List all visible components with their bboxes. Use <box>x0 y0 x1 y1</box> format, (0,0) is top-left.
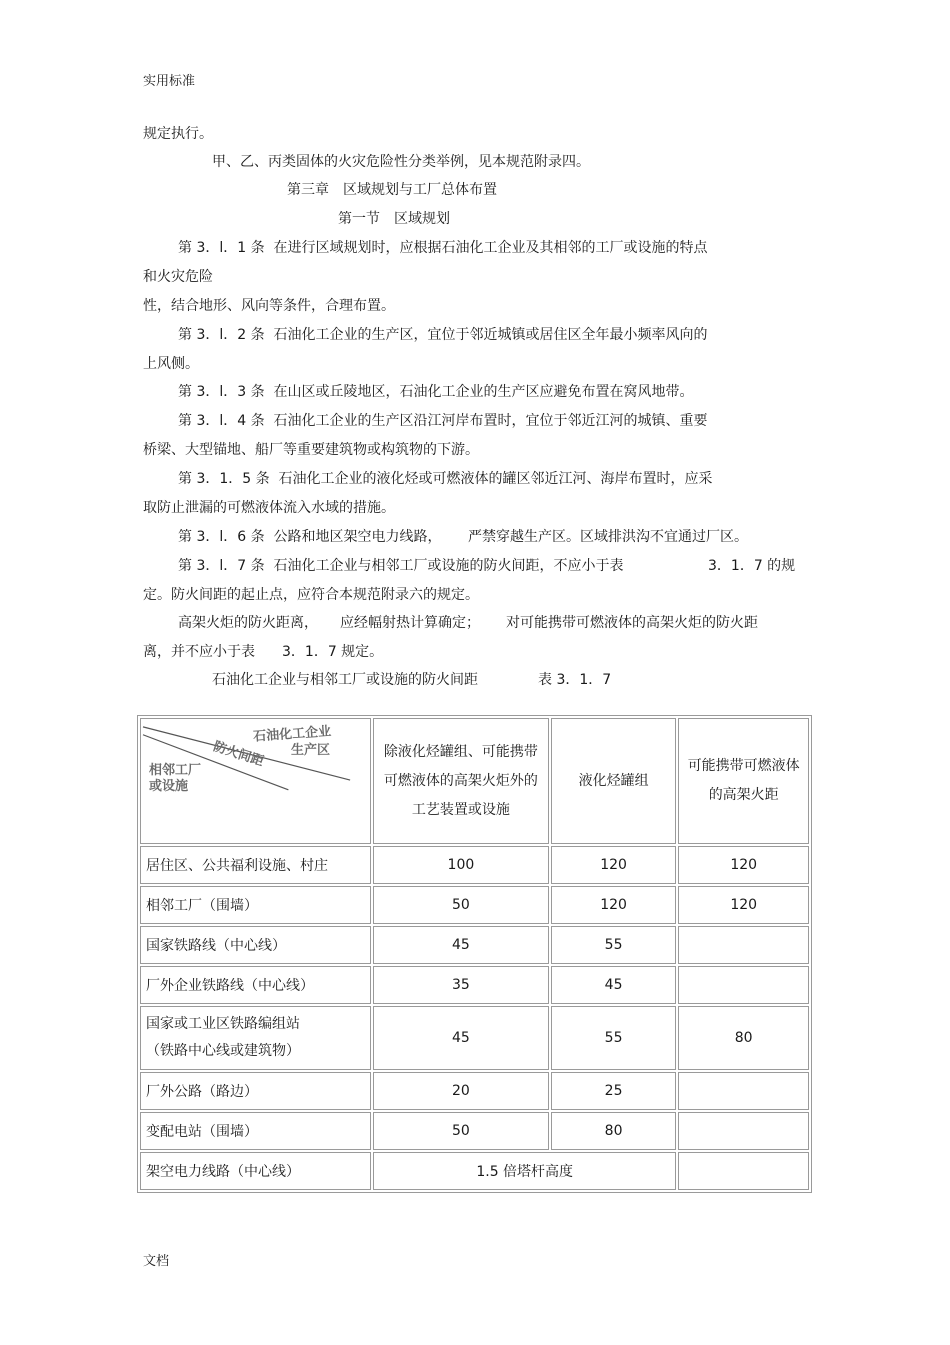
clause-3-1-3: 第 3．l．3 条 在山区或丘陵地区，石油化工企业的生产区应避免布置在窝风地带。 <box>178 384 694 400</box>
table-row <box>140 846 809 884</box>
text-line: 规定执行。 <box>143 126 213 142</box>
clause-3-1-4: 第 3．l．4 条 石油化工企业的生产区沿江河岸布置时，宜位于邻近江河的城镇、重要 <box>178 413 708 429</box>
diagonal-header-cell <box>140 718 371 844</box>
table-row <box>140 926 809 964</box>
clause-3-1-5: 第 3．1．5 条 石油化工企业的液化烃或可燃液体的罐区邻近江河、海岸布置时，应采 <box>178 471 713 487</box>
cell-value: 50 <box>373 1112 549 1150</box>
diag-label-middle: 防火间距 <box>211 739 266 770</box>
row-label: 厂外公路（路边） <box>140 1072 371 1110</box>
cell-value: 35 <box>373 966 549 1004</box>
text-line: 3．1．7 规定。 <box>282 644 384 660</box>
row-label: 厂外企业铁路线（中心线） <box>140 966 371 1004</box>
row-label: 变配电站（围墙） <box>140 1112 371 1150</box>
text-line: 对可能携带可燃液体的高架火炬的防火距 <box>506 615 758 631</box>
cell-value-span: 1.5 倍塔杆高度 <box>373 1152 676 1190</box>
page-footer: 文档 <box>143 1254 170 1269</box>
cell-value: 20 <box>373 1072 549 1110</box>
cell-value <box>678 1152 809 1190</box>
table-row <box>140 1072 809 1110</box>
table-row <box>140 1006 809 1070</box>
text-line: 甲、乙、丙类固体的火灾危险性分类举例，见本规范附录四。 <box>212 154 590 170</box>
chapter-title: 第三章 区域规划与工厂总体布置 <box>287 182 497 198</box>
table-header-row <box>140 718 809 844</box>
col-header-process: 除液化烃罐组、可能携带可燃液体的高架火炬外的工艺装置或设施 <box>373 718 549 844</box>
cell-value: 45 <box>373 926 549 964</box>
cell-value: 80 <box>678 1006 809 1070</box>
table-row <box>140 966 809 1004</box>
text-line: 和火灾危险 <box>143 269 213 285</box>
table-row <box>140 1152 809 1190</box>
text-line: 上风侧。 <box>143 356 199 372</box>
diag-label-top2: 生产区 <box>291 743 331 758</box>
text-line: 应经幅射热计算确定； <box>340 615 480 631</box>
cell-value <box>678 966 809 1004</box>
table-caption: 石油化工企业与相邻工厂或设施的防火间距 <box>212 672 478 688</box>
text-line: 桥梁、大型锚地、船厂等重要建筑物或构筑物的下游。 <box>143 442 479 458</box>
page-header: 实用标准 <box>143 74 196 89</box>
cell-value: 50 <box>373 886 549 924</box>
cell-value: 55 <box>551 1006 677 1070</box>
row-label <box>140 1006 371 1070</box>
cell-value <box>678 926 809 964</box>
text-line: 3．1．7 的规 <box>708 558 796 574</box>
row-label: 国家铁路线（中心线） <box>140 926 371 964</box>
cell-value: 120 <box>551 886 677 924</box>
table-row <box>140 1112 809 1150</box>
text-line: 性，结合地形、风向等条件，合理布置。 <box>143 298 395 314</box>
clause-3-1-7: 第 3．l．7 条 石油化工企业与相邻工厂或设施的防火间距，不应小于表 <box>178 558 624 574</box>
cell-value: 45 <box>551 966 677 1004</box>
cell-value: 55 <box>551 926 677 964</box>
cell-value: 45 <box>373 1006 549 1070</box>
col-header-lpg: 液化烃罐组 <box>551 718 677 844</box>
diag-label-bottom2: 或设施 <box>149 779 189 794</box>
text-line: 离，并不应小于表 <box>143 644 255 660</box>
clause-3-1-1: 第 3．l．1 条 在进行区域规划时，应根据石油化工企业及其相邻的工厂或设施的特点 <box>178 240 708 256</box>
table-number: 表 3．1．7 <box>538 672 612 688</box>
cell-value: 120 <box>678 846 809 884</box>
text-line: 定。防火间距的起止点，应符合本规范附录六的规定。 <box>143 587 479 603</box>
clause-3-1-2: 第 3．l．2 条 石油化工企业的生产区，宜位于邻近城镇或居住区全年最小频率风向的 <box>178 327 708 343</box>
cell-value: 80 <box>551 1112 677 1150</box>
clause-3-1-6: 第 3．l．6 条 公路和地区架空电力线路， <box>178 529 442 545</box>
cell-value <box>678 1072 809 1110</box>
cell-value: 120 <box>678 886 809 924</box>
text-line: 高架火炬的防火距离， <box>178 615 318 631</box>
text-line: 严禁穿越生产区。区域排洪沟不宜通过厂区。 <box>468 529 748 545</box>
diag-label-bottom: 相邻工厂 <box>149 763 202 778</box>
row-label-line: 国家或工业区铁路编组站 <box>146 1016 300 1032</box>
row-label-line: （铁路中心线或建筑物） <box>146 1043 300 1059</box>
cell-value: 120 <box>551 846 677 884</box>
row-label: 相邻工厂（围墙） <box>140 886 371 924</box>
cell-value <box>678 1112 809 1150</box>
cell-value: 25 <box>551 1072 677 1110</box>
col-header-flare: 可能携带可燃液体的高架火距 <box>678 718 809 844</box>
row-label: 架空电力线路（中心线） <box>140 1152 371 1190</box>
text-line: 取防止泄漏的可燃液体流入水域的措施。 <box>143 500 395 516</box>
diag-label-top: 石油化工企业 <box>252 724 332 745</box>
section-title: 第一节 区域规划 <box>338 211 450 227</box>
fire-distance-table <box>137 715 812 1193</box>
row-label: 居住区、公共福利设施、村庄 <box>140 846 371 884</box>
cell-value: 100 <box>373 846 549 884</box>
table-row <box>140 886 809 924</box>
